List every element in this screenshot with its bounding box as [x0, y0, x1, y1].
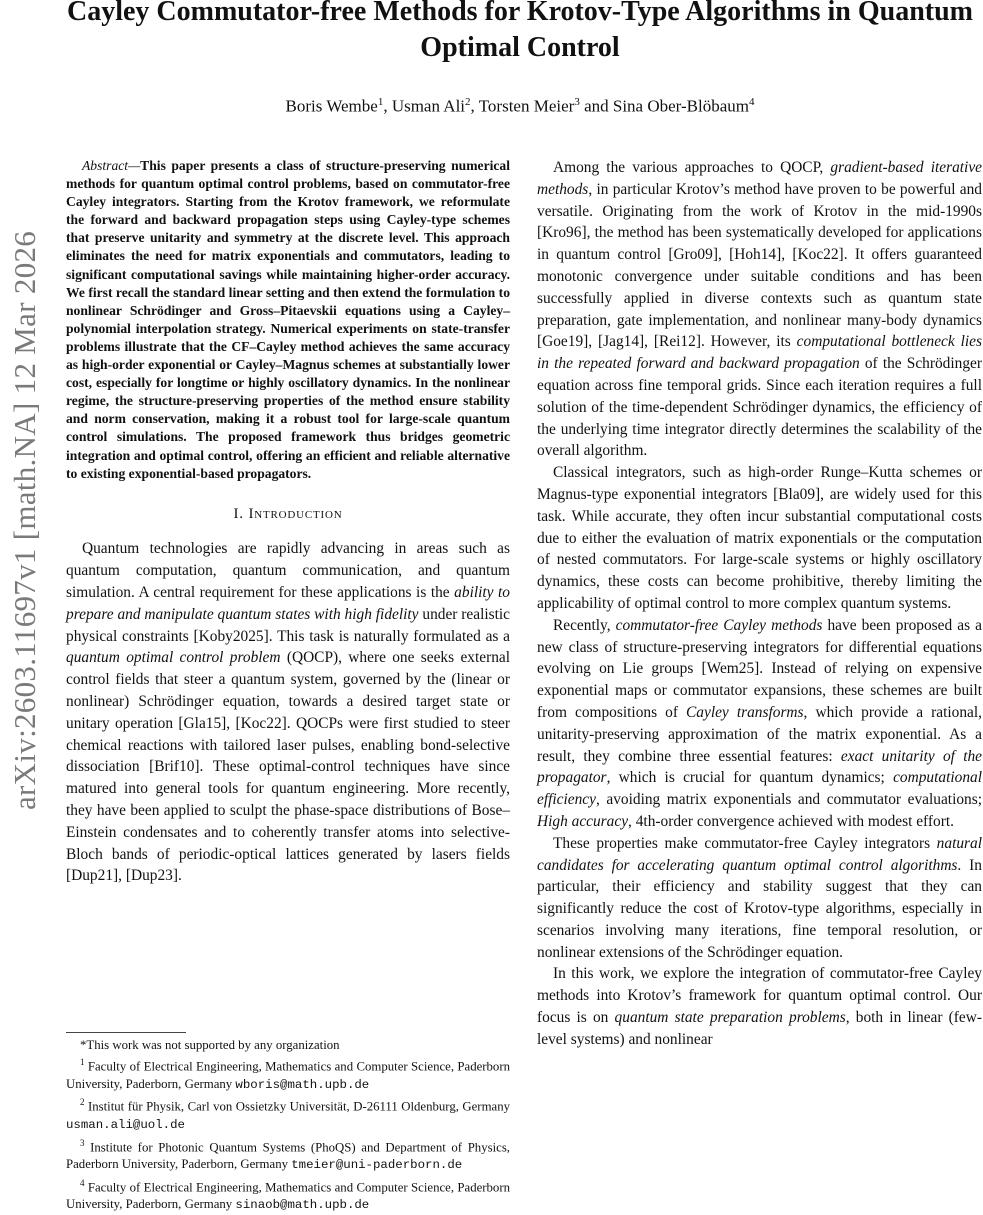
author-name: Torsten Meier	[478, 96, 575, 116]
body-text: under realistic physical constraints [Koby2025]. This task is naturally formulated as a	[66, 605, 510, 645]
footnote-text: Faculty of Electrical Engineering, Mathematics and Computer Science, Paderborn University, Paderborn, Germany	[66, 1179, 510, 1212]
body-text: , which provide a rational, unitarity-preserving approximation of the matrix exponential. As a result, they combine three essential features:	[537, 703, 982, 765]
emphasis-text: quantum state preparation problems	[614, 1009, 846, 1027]
footnote	[66, 1135, 510, 1175]
right-column	[537, 157, 982, 1051]
abstract-text: This paper presents a class of structure-preserving numerical methods for quantum optimal control problems, based on commutator-free Cayley integrators. Starting from the Krotov framework, we reformulate the forward and backward propagation steps using Cayley-type schemes that preserve unitarity and symmetry at the discrete level. This approach eliminates the need for matrix exponentials and commutators, leading to significant computational savings while maintaining higher-order accuracy. We first recall the standard linear setting and then extend the formulation to nonlinear Schrödinger and Gross–Pitaevskii equations using a Cayley–polynomial interpolation strategy. Numerical experiments on state-transfer problems illustrate that the CF–Cayley method achieves the same accuracy as high-order exponential or Cayley–Magnus schemes at substantially lower cost, especially for longtime or highly oscillatory dynamics. In the nonlinear regime, the structure-preserving properties of the method ensure stability and norm conservation, making it a robust tool for large-scale quantum control simulations. The proposed framework thus bridges geometric integration and optimal control, offering an efficient and reliable alternative to existing exponential-based propagators.	[66, 158, 510, 481]
footnote-text: *This work was not supported by any organization	[80, 1038, 340, 1052]
body-paragraph	[537, 833, 982, 964]
footnote-list	[66, 1037, 510, 1215]
footnote-rule	[66, 1032, 186, 1033]
emphasis-text: High accuracy	[537, 812, 629, 830]
section-number: I.	[233, 505, 244, 522]
emphasis-text: commutator-free Cayley methods	[615, 616, 823, 634]
right-body	[537, 157, 982, 1051]
body-text: of the Schrödinger equation across fine temporal grids. Since each iteration requires a full solution of the time-dependent Schrödinger dynamics, the efficiency of the underlying time integrator directly determines the scalability of the overall algorithm.	[537, 355, 983, 460]
body-text: (QOCP), where one seeks external control fields that steer a quantum system, governed by the (linear or nonlinear) Schrödinger equation, towards a desired target state or unitary operation [Gla15], [Koc22]. QOCPs were first studied to steer chemical reactions with tailored laser pulses, enabling bond-selective dissociation [Brif10]. These optimal-control techniques have since matured into general tools for quantum engineering. More recently, they have been applied to sculpt the phase-space distributions of Bose–Einstein condensates and to coherently transfer atoms into selective-Bloch bands of periodic-optical lattices generated by lasers fields [Dup21], [Dup23].	[66, 649, 510, 885]
left-body	[66, 538, 510, 887]
body-text: Quantum technologies are rapidly advancing in areas such as quantum computation, quantum communication, and quantum simulation. A central requirement for these applications is the	[66, 540, 510, 602]
emphasis-text: ability to prepare and manipulate quantum states with high fidelity	[66, 584, 510, 623]
section-heading-introduction	[66, 504, 510, 526]
body-text: , 4th-order convergence achieved with modest effort.	[628, 812, 954, 830]
author-affiliation-mark: 2	[465, 96, 471, 108]
body-paragraph	[537, 462, 982, 615]
paper-title: Cayley Commutator-free Methods for Krotov-Type Algorithms in Quantum Optimal Control	[66, 0, 974, 63]
footnote-text: Institute for Photonic Quantum Systems (PhoQS) and Department of Physics, Paderborn University, Paderborn, Germany	[66, 1139, 510, 1172]
body-text: . In particular, their efficiency and stability suggest that they can significantly reduce the cost of Krotov-type algorithms, especially in scenarios involving many iterations, fine temporal resolution, or nonlinear extensions of the Schrödinger equation.	[537, 856, 982, 961]
abstract-label: Abstract	[82, 158, 129, 173]
body-paragraph	[537, 963, 982, 1050]
left-column	[66, 157, 510, 887]
author-affiliation-mark: 1	[377, 96, 384, 108]
footnote	[66, 1094, 510, 1134]
footnote-email: sinaob@math.upb.de	[235, 1198, 370, 1213]
section-title: Introduction	[248, 505, 343, 522]
author-affiliation-mark: 3	[574, 96, 580, 108]
body-text: Among the various approaches to QOCP,	[553, 159, 831, 176]
author-name: Usman Ali	[391, 96, 466, 116]
emphasis-text: quantum optimal control problem	[66, 649, 281, 667]
body-text: Classical integrators, such as high-order Runge–Kutta schemes or Magnus-type exponential integrators [Bla09], are widely used for this task. While accurate, they often incur substantial computational costs due to either the evaluation of matrix exponentials or the computation of nested commutators. For large-scale systems or highly oscillatory dynamics, these costs can become prohibitive, thereby limiting the applicability of optimal control to more complex quantum systems.	[537, 464, 982, 612]
author-affiliation-mark: 4	[748, 96, 755, 108]
author-list	[60, 96, 980, 117]
footnotes	[66, 1032, 510, 1215]
body-text: , both in linear (few-level systems) and nonlinear	[537, 1009, 982, 1048]
abstract-dash: —	[128, 158, 141, 173]
body-paragraph	[66, 538, 510, 887]
body-text: , avoiding matrix exponentials and commutator evaluations;	[595, 791, 982, 809]
emphasis-text: exact unitarity of the propagator	[537, 747, 982, 787]
emphasis-text: computational bottleneck lies in the repeated forward and backward propagation	[537, 333, 982, 373]
author-name: Boris Wembe	[285, 96, 378, 116]
footnote-email: usman.ali@uol.de	[66, 1118, 185, 1133]
body-text: These properties make commutator-free Cayley integrators	[553, 834, 937, 852]
footnote-mark: 2	[80, 1097, 85, 1108]
footnote-email: tmeier@uni-paderborn.de	[291, 1158, 463, 1173]
emphasis-text: gradient-based iterative methods	[537, 159, 982, 198]
body-text: , which is crucial for quantum dynamics;	[606, 769, 894, 787]
body-text: have been proposed as a new class of structure-preserving integrators for differential equations evolving on Lie groups [Wem25]. Instead of relying on expensive exponential maps or commutator expansions, these schemes are built from compositions of	[537, 616, 983, 721]
footnote-text: Faculty of Electrical Engineering, Mathematics and Computer Science, Paderborn University, Paderborn, Germany	[66, 1059, 510, 1092]
author-name: Sina Ober-Blöbaum	[612, 96, 749, 116]
emphasis-text: computational efficiency	[537, 769, 982, 809]
author-separator: ,	[383, 96, 392, 116]
footnote	[66, 1175, 510, 1215]
author-separator: ,	[470, 96, 479, 116]
emphasis-text: Cayley transforms	[686, 703, 804, 721]
body-text: Recently,	[553, 616, 616, 634]
footnote-email: wboris@math.upb.de	[235, 1078, 370, 1093]
footnote-mark: 4	[80, 1177, 85, 1188]
body-paragraph	[537, 157, 982, 462]
arxiv-identifier: arXiv:2603.11697v1 [math.NA] 12 Mar 2026	[7, 230, 42, 810]
footnote-mark: 3	[80, 1137, 85, 1148]
body-paragraph	[537, 615, 982, 833]
footnote-text: Institut für Physik, Carl von Ossietzky Universität, D-26111 Oldenburg, Germany	[87, 1099, 510, 1114]
footnote-mark: 1	[80, 1057, 85, 1068]
footnote	[66, 1054, 510, 1094]
body-text: In this work, we explore the integration of commutator-free Cayley methods into Krotov’s framework for quantum optimal control. Our focus is on	[537, 965, 982, 1027]
emphasis-text: natural candidates for accelerating quantum optimal control algorithms	[537, 834, 982, 874]
author-separator: and	[579, 96, 613, 116]
abstract	[66, 157, 510, 483]
footnote	[66, 1037, 510, 1054]
body-text: , in particular Krotov’s method have proven to be powerful and versatile. Originating from the work of Krotov in the mid-1990s [Kro96], the method has been systematically developed for applications in quantum control [Gro09], [Hoh14], [Koc22]. It offers guaranteed monotonic convergence under suitable conditions and has been successfully applied in diverse contexts such as quantum state preparation, gate implementation, and nonlinear many-body dynamics [Goe19], [Jag14], [Rei12]. However, its	[537, 180, 982, 351]
